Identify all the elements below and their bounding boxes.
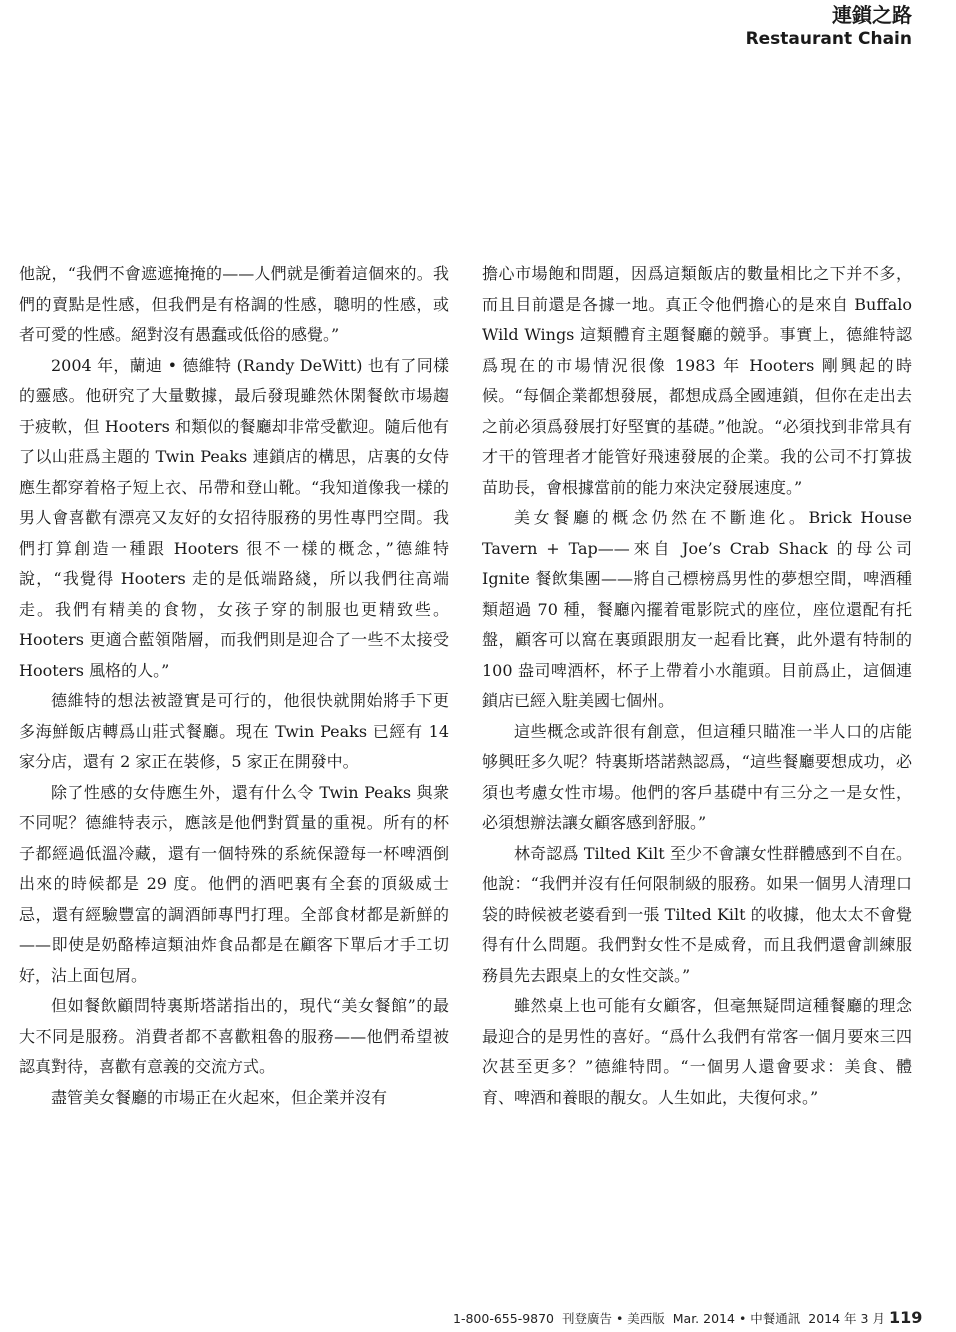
paragraph: 盡管美女餐廳的市場正在火起來，但企業并沒有 xyxy=(51,1087,388,1107)
magazine-name: 中餐通訊 xyxy=(750,1311,801,1326)
ad-phone-number: 1-800-655-9870 xyxy=(453,1311,555,1326)
section-title-english: Restaurant Chain xyxy=(745,29,912,49)
footer-separator: • xyxy=(738,1311,747,1326)
article-left-column xyxy=(19,259,449,1113)
ad-label: 刊登廣告 • 美西版 xyxy=(561,1311,665,1326)
section-title-chinese: 連鎖之路 xyxy=(832,3,912,27)
paragraph: 他說，“我們不會遮遮掩掩的——人們就是衝着這個來的。我們的賣點是性感，但我們是有格調的性感，聰明的性感，或者可愛的性感。絕對沒有愚蠢或低俗的感覺。” xyxy=(19,264,449,344)
section-header xyxy=(746,2,912,50)
paragraph: 這些概念或許很有創意，但這種只瞄准一半人口的店能够興旺多久呢？特裏斯塔諾熱認爲，“這些餐廳要想成功，必須也考慮女性市場。他們的客戶基礎中有三分之一是女性，必須想辦法讓女顧客感到舒服。” xyxy=(482,721,912,832)
paragraph: 但如餐飲顧問特裏斯塔諾指出的，現代“美女餐館”的最大不同是服務。消費者都不喜歡粗魯的服務——他們希望被認真對待，喜歡有意義的交流方式。 xyxy=(19,996,449,1076)
paragraph: 擔心市場飽和問題，因爲這類飯店的數量相比之下并不多，而且目前還是各據一地。真正令他們擔心的是來自 Buffalo Wild Wings 這類體育主題餐廳的競爭。事實上，德維特認爲現在的市場情況很像 1983 年 Hooters 剛興起的時候。“每個企業都想發展，都想成爲全國連鎖，但你在走出去之前必須爲發展打好堅實的基礎。”他說。“必須找到非常具有才干的管理者才能管好飛速發展的企業。我的公司不打算拔苗助長，會根據當前的能力來決定發展速度。” xyxy=(482,264,912,497)
issue-date-chinese: 2014 年 3 月 xyxy=(808,1311,885,1326)
paragraph: 德維特的想法被證實是可行的，他很快就開始將手下更多海鮮飯店轉爲山莊式餐廳。現在 Twin Peaks 已經有 14 家分店，還有 2 家正在裝修，5 家正在開發中。 xyxy=(19,691,449,771)
page-footer xyxy=(453,1309,922,1328)
paragraph: 美女餐廳的概念仍然在不斷進化。Brick House Tavern + Tap——來自 Joe’s Crab Shack 的母公司 Ignite 餐飲集團——將自己標榜爲男性的夢想空間，啤酒種類超過 70 種，餐廳內擺着電影院式的座位，座位還配有托盤，顧客可以窩在裏頭跟朋友一起看比賽，此外還有特制的 100 盎司啤酒杯，杯子上帶着小水龍頭。目前爲止，這個連鎖店已經入駐美國七個州。 xyxy=(482,508,912,710)
paragraph: 2004 年，蘭迪 • 德維特 (Randy DeWitt) 也有了同樣的靈感。他研究了大量數據，最后發現雖然休閑餐飲市場趨于疲軟，但 Hooters 和類似的餐廳却非常受歡迎。隨后他有了以山莊爲主題的 Twin Peaks 連鎖店的構思，店裏的女侍應生都穿着格子短上衣、吊帶和登山靴。“我知道像我一樣的男人會喜歡有漂亮又友好的女招待服務的男性專門空間。我們打算創造一種跟 Hooters 很不一樣的概念，”德維特說，“我覺得 Hooters 走的是低端路綫，所以我們往高端走。我們有精美的食物，女孩子穿的制服也更精致些。Hooters 更適合藍領階層，而我們則是迎合了一些不太接受 Hooters 風格的人。” xyxy=(19,355,449,680)
article-right-column xyxy=(482,259,912,1113)
issue-date-english: Mar. 2014 xyxy=(672,1311,735,1326)
paragraph: 雖然桌上也可能有女顧客，但毫無疑問這種餐廳的理念最迎合的是男性的喜好。“爲什么我們有常客一個月要來三四次甚至更多？”德維特問。“一個男人還會要求：美食、體育、啤酒和養眼的靚女。人生如此，夫復何求。” xyxy=(482,996,912,1107)
paragraph: 林奇認爲 Tilted Kilt 至少不會讓女性群體感到不自在。他說：“我們并沒有任何限制級的服務。如果一個男人清理口袋的時候被老婆看到一張 Tilted Kilt 的收據，他太太不會覺得有什么問題。我們對女性不是威脅，而且我們還會訓練服務員先去跟桌上的女性交談。” xyxy=(482,843,912,985)
page-number: 119 xyxy=(888,1308,923,1327)
paragraph: 除了性感的女侍應生外，還有什么令 Twin Peaks 與衆不同呢？德維特表示，應該是他們對質量的重視。所有的杯子都經過低溫冷藏，還有一個特殊的系統保證每一杯啤酒倒出來的時候都是 29 度。他們的酒吧裏有全套的頂級威士忌，還有經驗豐富的調酒師專門打理。全部食材都是新鮮的——即使是奶酪棒這類油炸食品都是在顧客下單后才手工切好，沾上面包屑。 xyxy=(19,782,449,985)
